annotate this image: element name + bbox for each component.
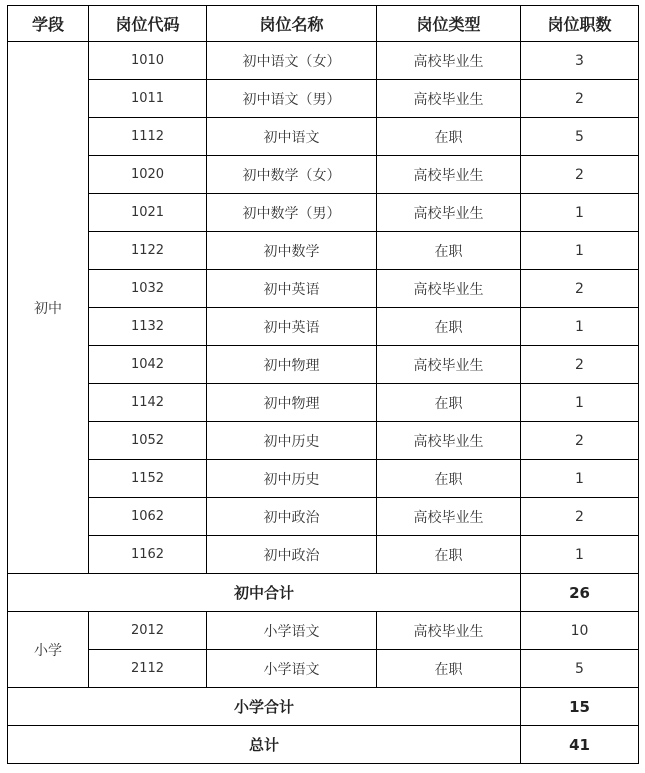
position-count: 1 — [521, 308, 639, 346]
position-count: 5 — [521, 118, 639, 156]
header-count: 岗位职数 — [521, 6, 639, 42]
table-row — [8, 118, 639, 156]
position-name: 初中语文 — [207, 118, 377, 156]
header-name: 岗位名称 — [207, 6, 377, 42]
position-code: 1011 — [89, 80, 207, 118]
position-code: 1122 — [89, 232, 207, 270]
table-row — [8, 498, 639, 536]
position-type: 高校毕业生 — [377, 270, 521, 308]
position-name: 初中语文（女） — [207, 42, 377, 80]
position-code: 1010 — [89, 42, 207, 80]
position-count: 5 — [521, 650, 639, 688]
position-count: 1 — [521, 384, 639, 422]
position-name: 初中语文（男） — [207, 80, 377, 118]
table-row — [8, 460, 639, 498]
position-name: 初中历史 — [207, 422, 377, 460]
table-row — [8, 232, 639, 270]
table-header — [8, 6, 639, 42]
position-name: 初中英语 — [207, 270, 377, 308]
position-name: 初中物理 — [207, 346, 377, 384]
position-type: 高校毕业生 — [377, 156, 521, 194]
position-name: 初中英语 — [207, 308, 377, 346]
position-count: 2 — [521, 422, 639, 460]
position-code: 2112 — [89, 650, 207, 688]
subtotal-label: 小学合计 — [8, 688, 521, 726]
table-body — [8, 42, 639, 764]
table-row — [8, 384, 639, 422]
stage-cell: 初中 — [8, 42, 89, 574]
position-type: 高校毕业生 — [377, 422, 521, 460]
position-type: 在职 — [377, 232, 521, 270]
position-code: 1021 — [89, 194, 207, 232]
position-count: 2 — [521, 346, 639, 384]
position-name: 初中政治 — [207, 498, 377, 536]
stage-cell: 小学 — [8, 612, 89, 688]
total-row — [8, 726, 639, 764]
position-count: 1 — [521, 232, 639, 270]
positions-table — [7, 5, 639, 764]
position-name: 初中数学（女） — [207, 156, 377, 194]
position-type: 在职 — [377, 384, 521, 422]
position-type: 在职 — [377, 536, 521, 574]
total-label: 总计 — [8, 726, 521, 764]
position-code: 1032 — [89, 270, 207, 308]
subtotal-value: 26 — [521, 574, 639, 612]
table-row — [8, 422, 639, 460]
header-row — [8, 6, 639, 42]
position-type: 高校毕业生 — [377, 498, 521, 536]
position-name: 初中数学 — [207, 232, 377, 270]
position-count: 3 — [521, 42, 639, 80]
position-type: 在职 — [377, 460, 521, 498]
position-code: 1132 — [89, 308, 207, 346]
position-count: 1 — [521, 460, 639, 498]
position-type: 高校毕业生 — [377, 80, 521, 118]
header-type: 岗位类型 — [377, 6, 521, 42]
table-row — [8, 650, 639, 688]
position-code: 1042 — [89, 346, 207, 384]
subtotal-row — [8, 688, 639, 726]
position-count: 2 — [521, 156, 639, 194]
table-row — [8, 270, 639, 308]
position-type: 高校毕业生 — [377, 346, 521, 384]
table-row — [8, 156, 639, 194]
table-row — [8, 42, 639, 80]
position-count: 1 — [521, 536, 639, 574]
position-count: 2 — [521, 498, 639, 536]
position-name: 小学语文 — [207, 650, 377, 688]
position-count: 10 — [521, 612, 639, 650]
position-type: 在职 — [377, 308, 521, 346]
position-type: 高校毕业生 — [377, 194, 521, 232]
subtotal-row — [8, 574, 639, 612]
position-code: 1162 — [89, 536, 207, 574]
position-type: 在职 — [377, 650, 521, 688]
table-row — [8, 80, 639, 118]
position-name: 初中政治 — [207, 536, 377, 574]
table-row — [8, 536, 639, 574]
table-row — [8, 612, 639, 650]
position-name: 初中物理 — [207, 384, 377, 422]
position-code: 1052 — [89, 422, 207, 460]
header-code: 岗位代码 — [89, 6, 207, 42]
position-type: 高校毕业生 — [377, 612, 521, 650]
table-row — [8, 308, 639, 346]
table-row — [8, 346, 639, 384]
position-name: 小学语文 — [207, 612, 377, 650]
position-code: 1152 — [89, 460, 207, 498]
position-count: 1 — [521, 194, 639, 232]
subtotal-label: 初中合计 — [8, 574, 521, 612]
header-stage: 学段 — [8, 6, 89, 42]
position-type: 在职 — [377, 118, 521, 156]
position-name: 初中历史 — [207, 460, 377, 498]
position-code: 1142 — [89, 384, 207, 422]
position-code: 1020 — [89, 156, 207, 194]
subtotal-value: 15 — [521, 688, 639, 726]
position-code: 1112 — [89, 118, 207, 156]
position-name: 初中数学（男） — [207, 194, 377, 232]
positions-table-wrapper — [7, 5, 639, 764]
position-code: 2012 — [89, 612, 207, 650]
position-count: 2 — [521, 270, 639, 308]
position-code: 1062 — [89, 498, 207, 536]
position-type: 高校毕业生 — [377, 42, 521, 80]
total-value: 41 — [521, 726, 639, 764]
table-row — [8, 194, 639, 232]
position-count: 2 — [521, 80, 639, 118]
